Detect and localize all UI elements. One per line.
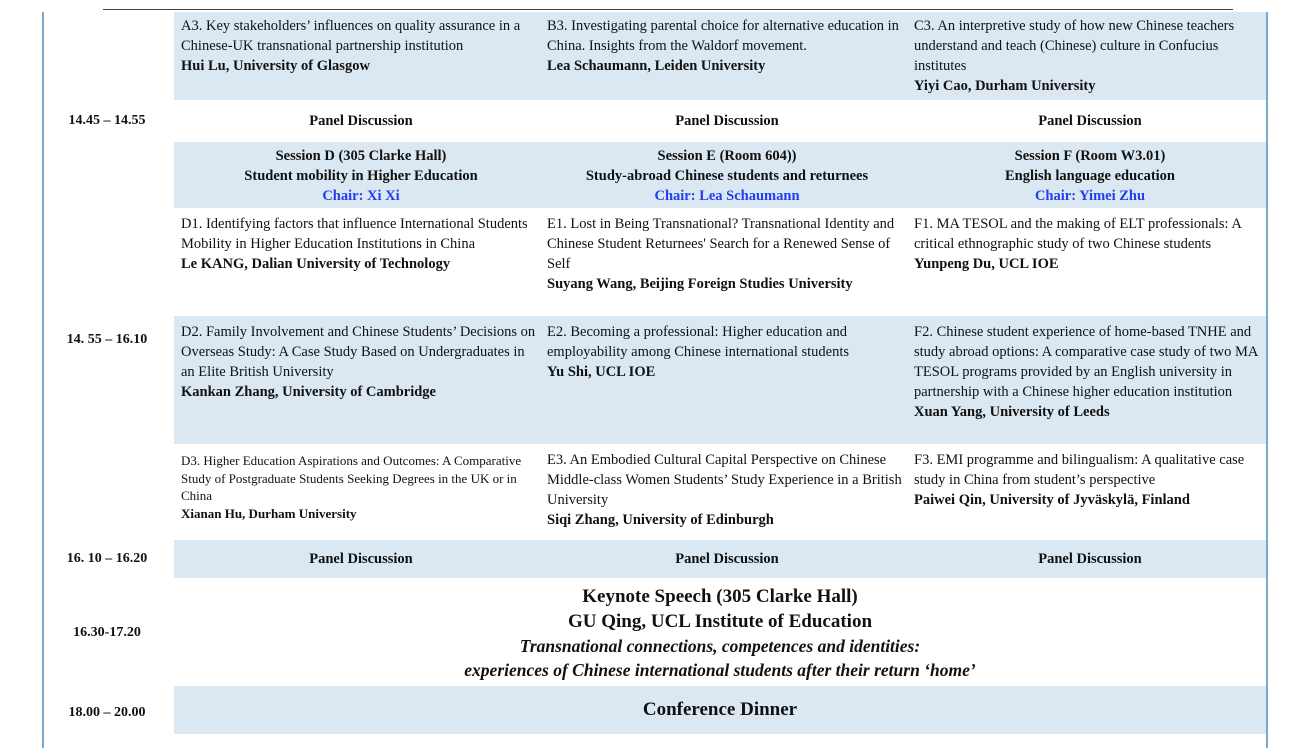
paper-f1: F1. MA TESOL and the making of ELT professionals: A critical ethnographic study of two Chinese students Yunpeng Du, UCL IOE [914, 216, 1242, 272]
table-row-panel-2 [174, 540, 1266, 578]
panel-discussion-1c: Panel Discussion [1038, 113, 1142, 129]
table-border-right [1266, 12, 1268, 748]
paper-f3: F3. EMI programme and bilingualism: A qualitative case study in China from student’s perspective Paiwei Qin, University of Jyväskylä, Finland [914, 452, 1245, 508]
keynote-subtitle-2: experiences of Chinese international students after their return ‘home’ [464, 660, 976, 680]
session-d-header: Session D (305 Clarke Hall) Student mobility in Higher Education Chair: Xi Xi [244, 148, 478, 204]
paper-d1: D1. Identifying factors that influence International Students Mobility in Higher Education Institutions in China Le KANG, Dalian University of Technology [181, 216, 528, 272]
session-f-header: Session F (Room W3.01) English language education Chair: Yimei Zhu [1004, 148, 1175, 204]
keynote-block [174, 584, 1266, 684]
time-panel-2: 16. 10 – 16.20 [66, 551, 148, 566]
paper-c3: C3. An interpretive study of how new Chinese teachers understand and teach (Chinese) culture in Confucius institutes Yiyi Cao, Durham University [914, 18, 1235, 94]
keynote-speaker: GU Qing, UCL Institute of Education [567, 611, 873, 632]
panel-discussion-2a: Panel Discussion [309, 551, 413, 567]
panel-discussion-2c: Panel Discussion [1038, 551, 1142, 567]
table-row-abc3 [174, 12, 1266, 100]
paper-d2: D2. Family Involvement and Chinese Students’ Decisions on Overseas Study: A Case Study Based on Undergraduates in an Elite British University Kankan Zhang, University of Cambridge [181, 324, 536, 400]
paper-e3: E3. An Embodied Cultural Capital Perspective on Chinese Middle-class Women Students’ Study Experience in a British University Siqi Zhang, University of Edinburgh [547, 452, 902, 528]
time-panel-1: 14.45 – 14.55 [68, 113, 146, 128]
time-dinner: 18.00 – 20.00 [68, 705, 146, 720]
table-row-session-headers [174, 142, 1266, 208]
time-keynote: 16.30-17.20 [73, 625, 141, 640]
paper-d3: D3. Higher Education Aspirations and Outcomes: A Comparative Study of Postgraduate Students Seeking Degrees in the UK or in China Xianan Hu, Durham University [181, 453, 522, 521]
paper-f2: F2. Chinese student experience of home-based TNHE and study abroad options: A comparative case study of two MA TESOL programs provided by an English university in partnership with a Chinese higher education institution Xuan Yang, University of Leeds [914, 324, 1258, 420]
paper-a3: A3. Key stakeholders’ influences on quality assurance in a Chinese-UK transnational partnership institution Hui Lu, University of Glasgow [181, 18, 521, 74]
time-sessions: 14. 55 – 16.10 [66, 332, 148, 347]
keynote-subtitle-1: Transnational connections, competences and identities: [519, 636, 921, 656]
panel-discussion-1b: Panel Discussion [675, 113, 779, 129]
panel-discussion-1a: Panel Discussion [309, 113, 413, 129]
table-row-2 [174, 316, 1266, 444]
keynote-title: Keynote Speech (305 Clarke Hall) [582, 586, 858, 607]
conference-dinner: Conference Dinner [174, 686, 1266, 734]
table-row-3 [174, 446, 1266, 536]
table-row-1 [174, 210, 1266, 314]
paper-e1: E1. Lost in Being Transnational? Transnational Identity and Chinese Student Returnees' Search for a Renewed Sense of Self Suyang Wang, Beijing Foreign Studies University [547, 216, 895, 292]
paper-e2: E2. Becoming a professional: Higher education and employability among Chinese international students Yu Shi, UCL IOE [547, 324, 850, 380]
session-e-header: Session E (Room 604)) Study-abroad Chinese students and returnees Chair: Lea Schaumann [585, 148, 869, 204]
table-row-panel-1 [174, 102, 1266, 140]
panel-discussion-2b: Panel Discussion [675, 551, 779, 567]
paper-b3: B3. Investigating parental choice for alternative education in China. Insights from the Waldorf movement. Lea Schaumann, Leiden University [547, 18, 899, 74]
top-rule [103, 9, 1233, 10]
